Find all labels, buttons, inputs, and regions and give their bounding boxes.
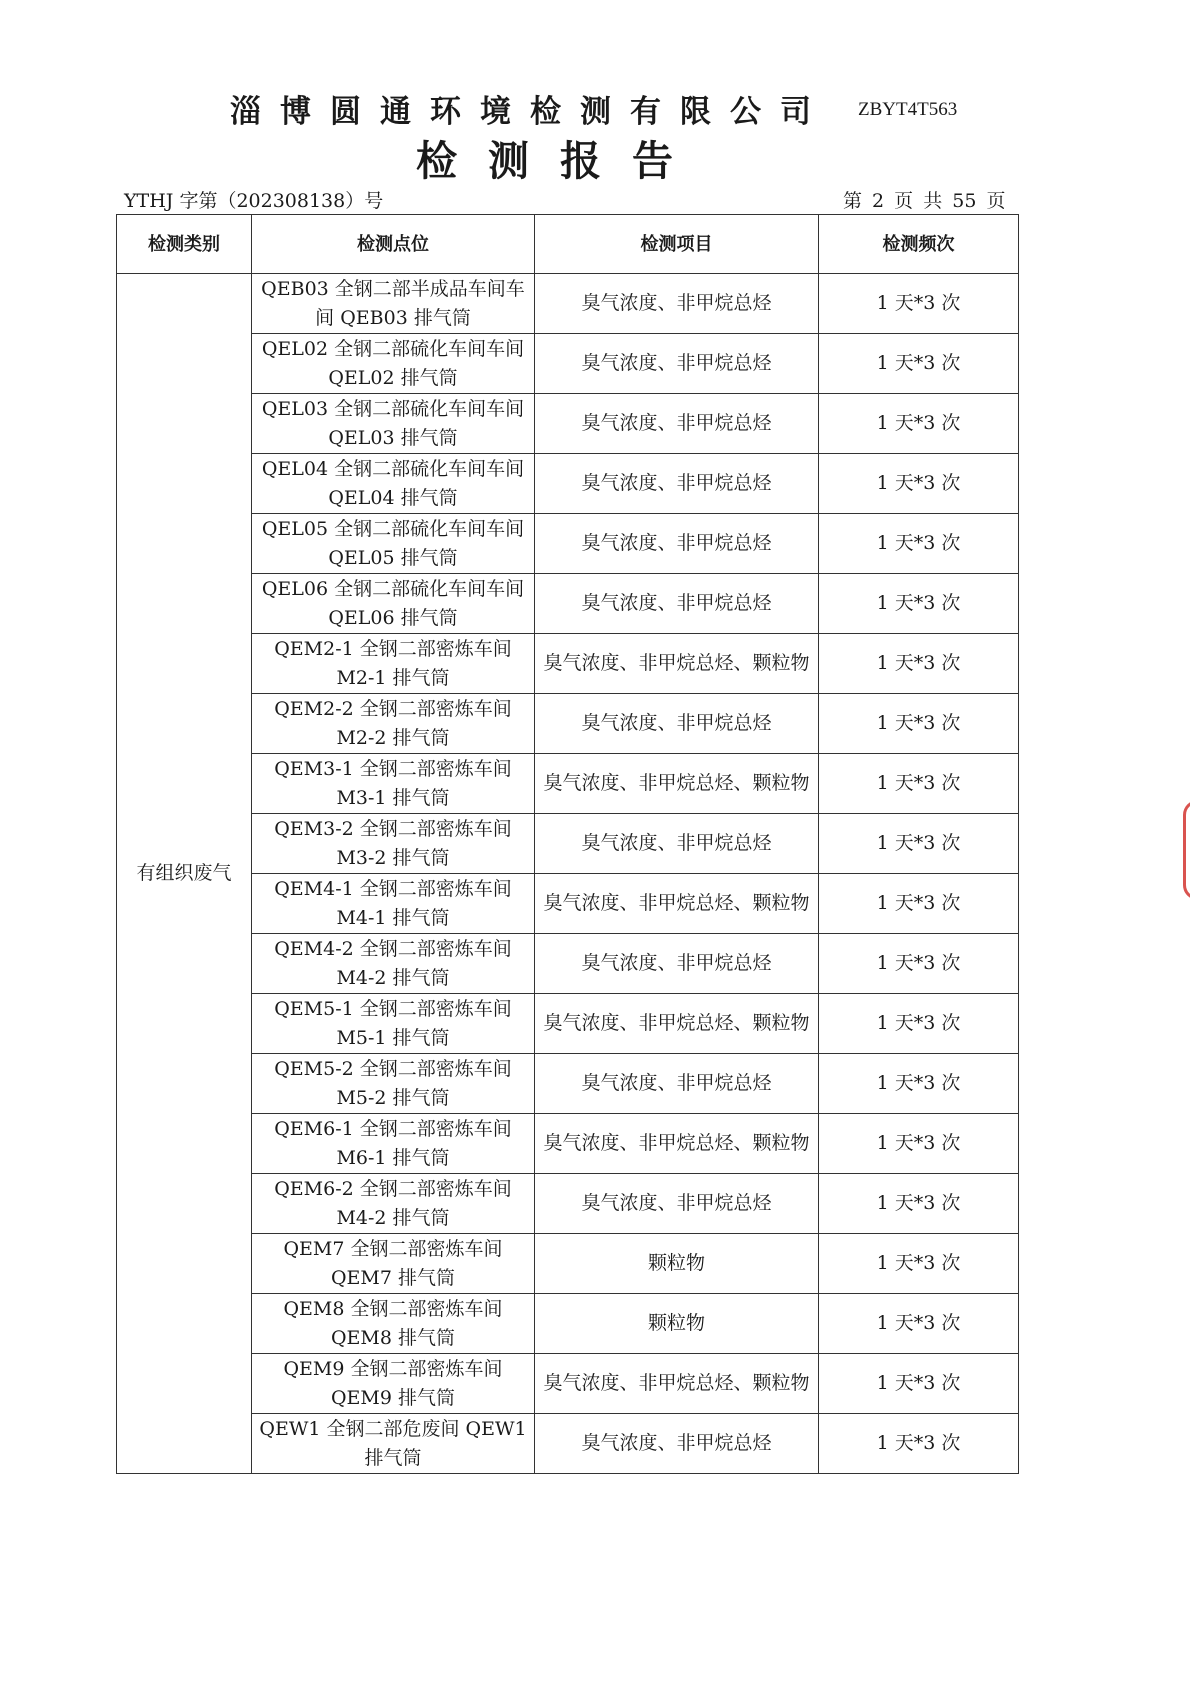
monitoring-point-cell: QEM6-1 全钢二部密炼车间 M6-1 排气筒 — [252, 1114, 535, 1174]
monitoring-items-cell: 臭气浓度、非甲烷总烃 — [535, 514, 819, 574]
table-row — [117, 634, 1019, 694]
report-number: YTHJ 字第（202308138）号 — [124, 190, 384, 212]
monitoring-point-cell: QEM5-1 全钢二部密炼车间 M5-1 排气筒 — [252, 994, 535, 1054]
monitoring-point-cell: QEM7 全钢二部密炼车间 QEM7 排气筒 — [252, 1234, 535, 1294]
table-row — [117, 1174, 1019, 1234]
monitoring-items-cell: 臭气浓度、非甲烷总烃、颗粒物 — [535, 634, 819, 694]
monitoring-point-cell: QEB03 全钢二部半成品车间车间 QEB03 排气筒 — [252, 274, 535, 334]
column-header-category: 检测类别 — [117, 215, 252, 274]
monitoring-point-cell: QEL06 全钢二部硫化车间车间 QEL06 排气筒 — [252, 574, 535, 634]
table-row — [117, 334, 1019, 394]
monitoring-point-cell: QEM3-1 全钢二部密炼车间 M3-1 排气筒 — [252, 754, 535, 814]
frequency-cell: 1 天*3 次 — [819, 394, 1019, 454]
monitoring-items-cell: 臭气浓度、非甲烷总烃 — [535, 814, 819, 874]
monitoring-point-cell: QEL05 全钢二部硫化车间车间 QEL05 排气筒 — [252, 514, 535, 574]
table-row — [117, 1414, 1019, 1474]
frequency-cell: 1 天*3 次 — [819, 334, 1019, 394]
table-row — [117, 934, 1019, 994]
monitoring-items-cell: 臭气浓度、非甲烷总烃 — [535, 274, 819, 334]
monitoring-items-cell: 颗粒物 — [535, 1294, 819, 1354]
frequency-cell: 1 天*3 次 — [819, 694, 1019, 754]
monitoring-items-cell: 臭气浓度、非甲烷总烃 — [535, 1174, 819, 1234]
frequency-cell: 1 天*3 次 — [819, 754, 1019, 814]
frequency-cell: 1 天*3 次 — [819, 994, 1019, 1054]
column-header-frequency: 检测频次 — [819, 215, 1019, 274]
table-row — [117, 814, 1019, 874]
monitoring-items-cell: 臭气浓度、非甲烷总烃 — [535, 334, 819, 394]
table-row — [117, 454, 1019, 514]
monitoring-items-cell: 颗粒物 — [535, 1234, 819, 1294]
monitoring-items-cell: 臭气浓度、非甲烷总烃 — [535, 394, 819, 454]
monitoring-table — [116, 214, 1019, 1474]
monitoring-point-cell: QEM6-2 全钢二部密炼车间 M4-2 排气筒 — [252, 1174, 535, 1234]
table-row — [117, 1294, 1019, 1354]
table-header-row — [117, 215, 1019, 274]
seal-stamp-fragment — [1183, 800, 1190, 900]
frequency-cell: 1 天*3 次 — [819, 634, 1019, 694]
table-row — [117, 994, 1019, 1054]
table-row — [117, 1354, 1019, 1414]
table-row — [117, 574, 1019, 634]
frequency-cell: 1 天*3 次 — [819, 274, 1019, 334]
frequency-cell: 1 天*3 次 — [819, 1294, 1019, 1354]
table-body — [117, 274, 1019, 1474]
table-row — [117, 1234, 1019, 1294]
monitoring-point-cell: QEM9 全钢二部密炼车间 QEM9 排气筒 — [252, 1354, 535, 1414]
monitoring-point-cell: QEM4-1 全钢二部密炼车间 M4-1 排气筒 — [252, 874, 535, 934]
monitoring-point-cell: QEL03 全钢二部硫化车间车间 QEL03 排气筒 — [252, 394, 535, 454]
frequency-cell: 1 天*3 次 — [819, 1054, 1019, 1114]
monitoring-point-cell: QEM8 全钢二部密炼车间 QEM8 排气筒 — [252, 1294, 535, 1354]
frequency-cell: 1 天*3 次 — [819, 454, 1019, 514]
frequency-cell: 1 天*3 次 — [819, 1354, 1019, 1414]
monitoring-items-cell: 臭气浓度、非甲烷总烃、颗粒物 — [535, 1114, 819, 1174]
company-name: 淄博圆通环境检测有限公司 — [230, 94, 830, 130]
table-row — [117, 514, 1019, 574]
monitoring-point-cell: QEM3-2 全钢二部密炼车间 M3-2 排气筒 — [252, 814, 535, 874]
frequency-cell: 1 天*3 次 — [819, 934, 1019, 994]
monitoring-items-cell: 臭气浓度、非甲烷总烃 — [535, 694, 819, 754]
table-row — [117, 394, 1019, 454]
frequency-cell: 1 天*3 次 — [819, 1234, 1019, 1294]
table-row — [117, 754, 1019, 814]
monitoring-items-cell: 臭气浓度、非甲烷总烃、颗粒物 — [535, 994, 819, 1054]
monitoring-items-cell: 臭气浓度、非甲烷总烃 — [535, 1414, 819, 1474]
monitoring-items-cell: 臭气浓度、非甲烷总烃、颗粒物 — [535, 754, 819, 814]
table-row — [117, 274, 1019, 334]
page-indicator: 第 2 页 共 55 页 — [843, 190, 1006, 212]
monitoring-items-cell: 臭气浓度、非甲烷总烃 — [535, 454, 819, 514]
document-code: ZBYT4T563 — [858, 99, 958, 120]
monitoring-items-cell: 臭气浓度、非甲烷总烃、颗粒物 — [535, 874, 819, 934]
frequency-cell: 1 天*3 次 — [819, 1414, 1019, 1474]
monitoring-items-cell: 臭气浓度、非甲烷总烃 — [535, 1054, 819, 1114]
frequency-cell: 1 天*3 次 — [819, 514, 1019, 574]
frequency-cell: 1 天*3 次 — [819, 1174, 1019, 1234]
monitoring-items-cell: 臭气浓度、非甲烷总烃、颗粒物 — [535, 1354, 819, 1414]
monitoring-point-cell: QEM2-1 全钢二部密炼车间 M2-1 排气筒 — [252, 634, 535, 694]
monitoring-point-cell: QEM5-2 全钢二部密炼车间 M5-2 排气筒 — [252, 1054, 535, 1114]
monitoring-point-cell: QEM4-2 全钢二部密炼车间 M4-2 排气筒 — [252, 934, 535, 994]
column-header-items: 检测项目 — [535, 215, 819, 274]
table-row — [117, 1054, 1019, 1114]
report-title: 检测报告 — [416, 137, 704, 185]
monitoring-point-cell: QEL02 全钢二部硫化车间车间 QEL02 排气筒 — [252, 334, 535, 394]
frequency-cell: 1 天*3 次 — [819, 814, 1019, 874]
table-row — [117, 874, 1019, 934]
frequency-cell: 1 天*3 次 — [819, 1114, 1019, 1174]
monitoring-items-cell: 臭气浓度、非甲烷总烃 — [535, 574, 819, 634]
table-row — [117, 1114, 1019, 1174]
category-cell: 有组织废气 — [117, 274, 252, 1474]
monitoring-point-cell: QEW1 全钢二部危废间 QEW1 排气筒 — [252, 1414, 535, 1474]
monitoring-point-cell: QEM2-2 全钢二部密炼车间 M2-2 排气筒 — [252, 694, 535, 754]
frequency-cell: 1 天*3 次 — [819, 874, 1019, 934]
table-row — [117, 694, 1019, 754]
frequency-cell: 1 天*3 次 — [819, 574, 1019, 634]
monitoring-items-cell: 臭气浓度、非甲烷总烃 — [535, 934, 819, 994]
monitoring-point-cell: QEL04 全钢二部硫化车间车间 QEL04 排气筒 — [252, 454, 535, 514]
column-header-point: 检测点位 — [252, 215, 535, 274]
